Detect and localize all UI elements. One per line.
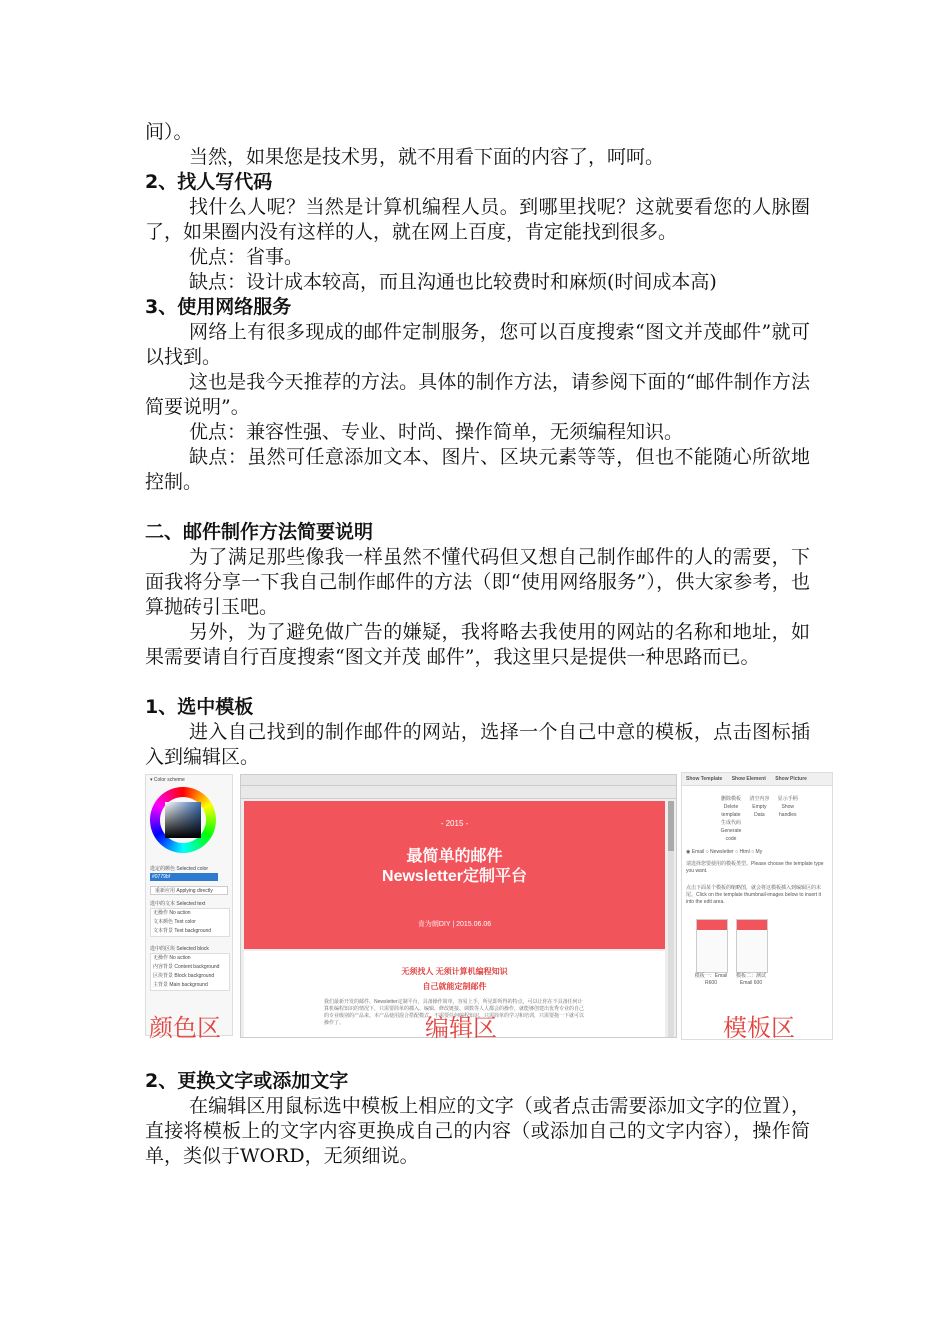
radio-option[interactable]: 区块背景 Block background [153,973,215,979]
editor-area[interactable] [240,774,677,1038]
template-thumbnail[interactable] [736,919,768,973]
template-insert-hint: 点击下面某个模板的缩略图，就会将这模板插入到编辑区的末尾。Click on the template thumbnail-images below to insert it into the edit area. [686,885,822,905]
color-area-label: 颜色区 [149,1014,221,1042]
thumbnail-label: 模板二：测试 Email 600 [735,973,766,986]
radio-option[interactable]: 内容背景 Content background [153,964,220,970]
radio-option[interactable]: 主背景 Main background [153,982,208,988]
apply-color-button[interactable]: 重新应用 Applying directly [150,886,228,895]
paragraph: 当然，如果您是技术男，就不用看下面的内容了，呵呵。 [189,146,665,168]
template-tabs [682,773,832,786]
radio-option[interactable]: 无操作 No action [153,955,191,961]
red-heading-line1: 无须找人 无须计算机编程知识 [401,967,508,976]
template-panel [681,772,833,1040]
selected-text-title: 选中的文本 Selected text [150,901,206,907]
red-heading-line2: 自己就能定制邮件 [422,982,487,991]
part-heading: 二、邮件制作方法简要说明 [145,521,374,543]
paragraph: 为了满足那些像我一样虽然不懂代码但又想自己制作邮件的人的需要，下面我将分享一下我自己制作邮件的方法（即“使用网络服务”），供大家参考，也算抛砖引玉吧。 [145,546,810,618]
template-type-radios[interactable]: ◉ Email ○ Newsletter ○ Html ○ My [686,849,763,855]
paragraph: 找什么人呢？当然是计算机编程人员。到哪里找呢？这就要看您的人脉圈了，如果圈内没有这样的人，就在网上百度，肯定能找到很多。 [145,196,810,243]
generate-code-button[interactable]: 生成代码 Generate code [720,820,742,842]
section-heading: 2、找人写代码 [145,171,273,193]
banner-title-line2: Newsletter定制平台 [382,868,527,885]
paragraph: 另外，为了避免做广告的嫌疑，我将略去我使用的网站的名称和地址，如果需要请自行百度搜索“图文并茂 邮件”，我这里只是提供一种思路而已。 [145,621,810,668]
template-thumbnail[interactable] [696,919,728,973]
tab-show-picture[interactable]: Show Picture [775,776,807,782]
paragraph: 优点：省事。 [189,246,304,268]
step-heading: 2、更换文字或添加文字 [145,1070,349,1092]
editor-screenshot-figure [145,772,835,1042]
template-banner[interactable] [244,801,665,949]
delete-template-button[interactable]: 删除模板 Delete template [720,796,741,818]
editor-scrollbar[interactable] [668,801,674,1037]
paragraph: 网络上有很多现成的邮件定制服务，您可以百度搜索“图文并茂邮件”就可以找到。 [145,321,810,368]
banner-title-line1: 最简单的邮件 [406,848,503,865]
thumbnail-label: 模板一：Email R600 [694,973,728,986]
block-options [150,953,230,991]
editor-toolbar-row1[interactable] [241,775,676,786]
selected-color-input[interactable]: #0779bf [150,873,218,881]
tab-show-template[interactable]: Show Template [686,776,723,782]
radio-option[interactable]: 无操作 No action [153,910,191,916]
empty-data-button[interactable]: 清空内容 Empty Data [749,796,770,818]
paragraph: 缺点：虽然可任意添加文本、图片、区块元素等等，但也不能随心所欲地控制。 [145,446,810,493]
document-page [145,120,824,1169]
template-operations [720,795,832,843]
section-heading: 3、使用网络服务 [145,296,292,318]
selected-block-title: 选中的区块 Selected block [150,946,209,952]
edit-area-label: 编辑区 [425,1014,497,1042]
paragraph: 优点：兼容性强、专业、时尚、操作简单，无须编程知识。 [189,421,684,443]
banner-year: - 2015 - [440,819,469,828]
paragraph: 进入自己找到的制作邮件的网站，选择一个自己中意的模板，点击图标插入到编辑区。 [145,721,810,768]
template-paragraph: 我们最新开发的邮件、Newsletter定制平台，具备操作简单，容易上手，所见即所得的特点，可以让你在不具备任何计算机编程知识的情况下，只需要简单的插入、编辑、修改链接、调数等人人都会的操作，就能够创建出优秀专业的自己的专业级别的产品来。本产品使用混合搭配模式，不需要任何编程知识，只需简单的学习和培训，只需要拖一下就可以操作了。 [324,999,585,1026]
radio-option[interactable]: 文本背景 Text background [153,928,212,934]
text-options [150,908,230,937]
step-heading: 1、选中模板 [145,696,254,718]
color-scheme-title: ▾ Color scheme [150,777,185,783]
template-area-label: 模板区 [723,1014,795,1042]
color-wheel[interactable] [150,787,216,853]
color-panel [145,774,233,1036]
paragraph: 缺点：设计成本较高，而且沟通也比较费时和麻烦(时间成本高) [189,271,717,293]
selected-color-label: 选定的颜色 Selected color [150,866,209,872]
editor-toolbar-row2[interactable] [241,786,676,799]
show-handles-button[interactable]: 显示手柄 Show handles [777,796,798,818]
paragraph: 这也是我今天推荐的方法。具体的制作方法，请参阅下面的“邮件制作方法简要说明”。 [145,371,810,418]
banner-byline: 肯为朗DIY | 2015.06.06 [417,921,492,928]
radio-option[interactable]: 文本颜色 Text color [153,919,196,925]
tab-show-element[interactable]: Show Element [731,776,766,782]
template-type-hint: 请选择您要使用的模板类型。Please choose the template type you want. [686,861,824,874]
paragraph: 在编辑区用鼠标选中模板上相应的文字（或者点击需要添加文字的位置），直接将模板上的文字内容更换成自己的内容（或添加自己的文字内容），操作简单，类似于WORD，无须细说。 [145,1095,810,1167]
paragraph: 间）。 [145,121,193,143]
